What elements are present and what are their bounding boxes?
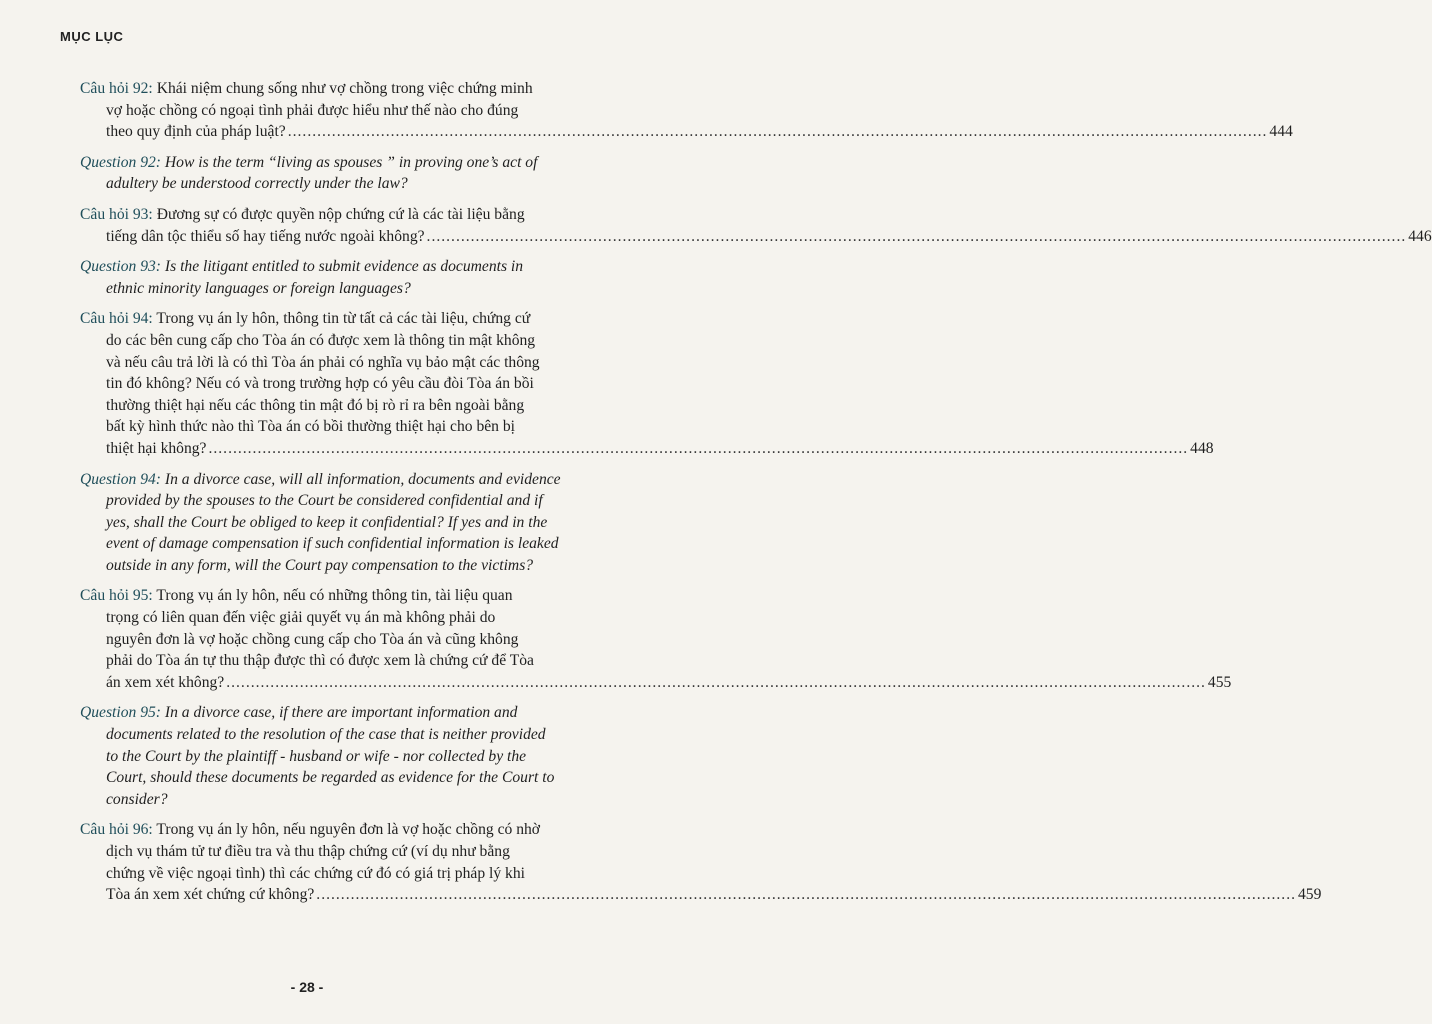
question-text-line: to the Court by the plaintiff - husband or wife - nor collected by the (106, 747, 527, 765)
question-number: Question 92: (80, 153, 161, 171)
question-text-line: trọng có liên quan đến việc giải quyết vụ án mà không phải do (106, 609, 496, 627)
question-text-line: vợ hoặc chồng có ngoại tình phải được hiểu như thế nào cho đúng (106, 101, 519, 119)
question-text-line: consider? (106, 790, 168, 808)
question-text-line: Trong vụ án ly hôn, nếu nguyên đơn là vợ hoặc chồng có nhờ (156, 821, 541, 839)
toc-page-number: 455 (1207, 673, 1232, 691)
dot-leader: ........................................................................................................................................................................................................ (208, 439, 1189, 457)
question-text-line: nguyên đơn là vợ hoặc chồng cung cấp cho Tòa án và cũng không (106, 630, 519, 648)
question-text-line: Is the litigant entitled to submit evidence as documents in (164, 258, 524, 276)
table-of-contents (80, 78, 1432, 915)
question-text-line: How is the term “living as spouses ” in proving one’s act of (164, 153, 538, 171)
toc-page-number: 446 (1408, 227, 1432, 245)
toc-entry-vi (80, 78, 1293, 143)
toc-entry-vi (80, 204, 1432, 247)
toc-page-number: 448 (1190, 439, 1214, 457)
toc-entry-vi (80, 308, 1214, 459)
toc-entry-text (80, 78, 570, 121)
toc-leader-line (80, 884, 1322, 906)
question-text-line: Trong vụ án ly hôn, nếu có những thông tin, tài liệu quan (156, 587, 513, 605)
page-number: - 28 - (290, 979, 324, 995)
question-text-line: adultery be understood correctly under the law? (106, 175, 408, 193)
question-number: Câu hỏi 93: (80, 205, 153, 223)
toc-entry-vi (80, 819, 1322, 905)
toc-entry-en (80, 152, 570, 195)
toc-entry-text (80, 469, 570, 577)
question-number: Câu hỏi 92: (80, 80, 153, 97)
question-number: Question 93: (80, 258, 161, 276)
toc-entry-en (80, 256, 570, 299)
toc-leader-line (80, 438, 1214, 460)
toc-entry-text (80, 308, 570, 438)
toc-entry-text (80, 585, 570, 671)
dot-leader: ........................................................................................................................................................................................................ (316, 886, 1296, 904)
toc-entry-en (80, 702, 570, 810)
question-text-line: Khái niệm chung sống như vợ chồng trong việc chứng minh (156, 80, 533, 97)
question-number: Câu hỏi 96: (80, 821, 153, 839)
dot-leader: ........................................................................................................................................................................................................ (226, 673, 1206, 691)
toc-entry-text (80, 204, 570, 226)
question-text-line: thường thiệt hại nếu các thông tin mật đó bị rò rỉ ra bên ngoài bằng (106, 396, 525, 414)
toc-entry-vi (80, 585, 1232, 693)
question-text-line: Đương sự có được quyền nộp chứng cứ là các tài liệu bằng (156, 205, 525, 223)
dot-leader: ........................................................................................................................................................................................................ (426, 227, 1407, 245)
question-text-line: tin đó không? Nếu có và trong trường hợp có yêu cầu đòi Tòa án bồi (106, 375, 534, 393)
question-text-line: thiệt hại không? (106, 439, 207, 457)
question-number: Question 95: (80, 704, 161, 722)
question-text-line: theo quy định của pháp luật? (106, 123, 286, 141)
toc-entry-text (80, 819, 570, 884)
question-text-line: bất kỳ hình thức nào thì Tòa án có bồi thường thiệt hại cho bên bị (106, 418, 515, 436)
toc-entry-text (80, 152, 570, 195)
question-text-line: Trong vụ án ly hôn, thông tin từ tất cả các tài liệu, chứng cứ (156, 310, 531, 328)
question-text-line: ethnic minority languages or foreign languages? (106, 279, 411, 297)
question-text-line: chứng về việc ngoại tình) thì các chứng cứ đó có giá trị pháp lý khi (106, 864, 525, 882)
toc-entry-en (80, 469, 570, 577)
toc-page-number: 444 (1269, 123, 1293, 141)
toc-leader-line (80, 672, 1232, 694)
question-text-line: phải do Tòa án tự thu thập được thì có được xem là chứng cứ để Tòa (106, 652, 534, 670)
question-text-line: dịch vụ thám tử tư điều tra và thu thập chứng cứ (ví dụ như bằng (106, 843, 510, 860)
question-text-line: outside in any form, will the Court pay compensation to the victims? (106, 556, 534, 574)
question-text-line: yes, shall the Court be obliged to keep it confidential? If yes and in the (106, 513, 548, 531)
question-text-line: án xem xét không? (106, 673, 225, 691)
question-text-line: provided by the spouses to the Court be considered confidential and if (106, 492, 543, 510)
question-text-line: Tòa án xem xét chứng cứ không? (106, 886, 315, 904)
question-text-line: event of damage compensation if such confidential information is leaked (106, 535, 559, 553)
question-text-line: In a divorce case, if there are important information and (164, 704, 518, 722)
toc-entry-text (80, 256, 570, 299)
question-text-line: In a divorce case, will all information, documents and evidence (164, 470, 561, 488)
toc-page-number: 459 (1297, 886, 1322, 904)
toc-entry-text (80, 702, 570, 810)
question-text-line: và nếu câu trả lời là có thì Tòa án phải có nghĩa vụ bảo mật các thông (106, 353, 540, 371)
page-header: MỤC LỤC (60, 29, 124, 44)
question-text-line: tiếng dân tộc thiểu số hay tiếng nước ngoài không? (106, 227, 425, 245)
question-number: Question 94: (80, 470, 161, 488)
question-text-line: documents related to the resolution of the case that is neither provided (106, 726, 546, 744)
dot-leader: ........................................................................................................................................................................................................ (287, 123, 1268, 141)
question-text-line: Court, should these documents be regarded as evidence for the Court to (106, 769, 555, 787)
question-number: Câu hỏi 94: (80, 310, 153, 328)
question-text-line: do các bên cung cấp cho Tòa án có được xem là thông tin mật không (106, 331, 536, 349)
toc-leader-line (80, 226, 1432, 248)
toc-leader-line (80, 121, 1293, 143)
question-number: Câu hỏi 95: (80, 587, 153, 605)
